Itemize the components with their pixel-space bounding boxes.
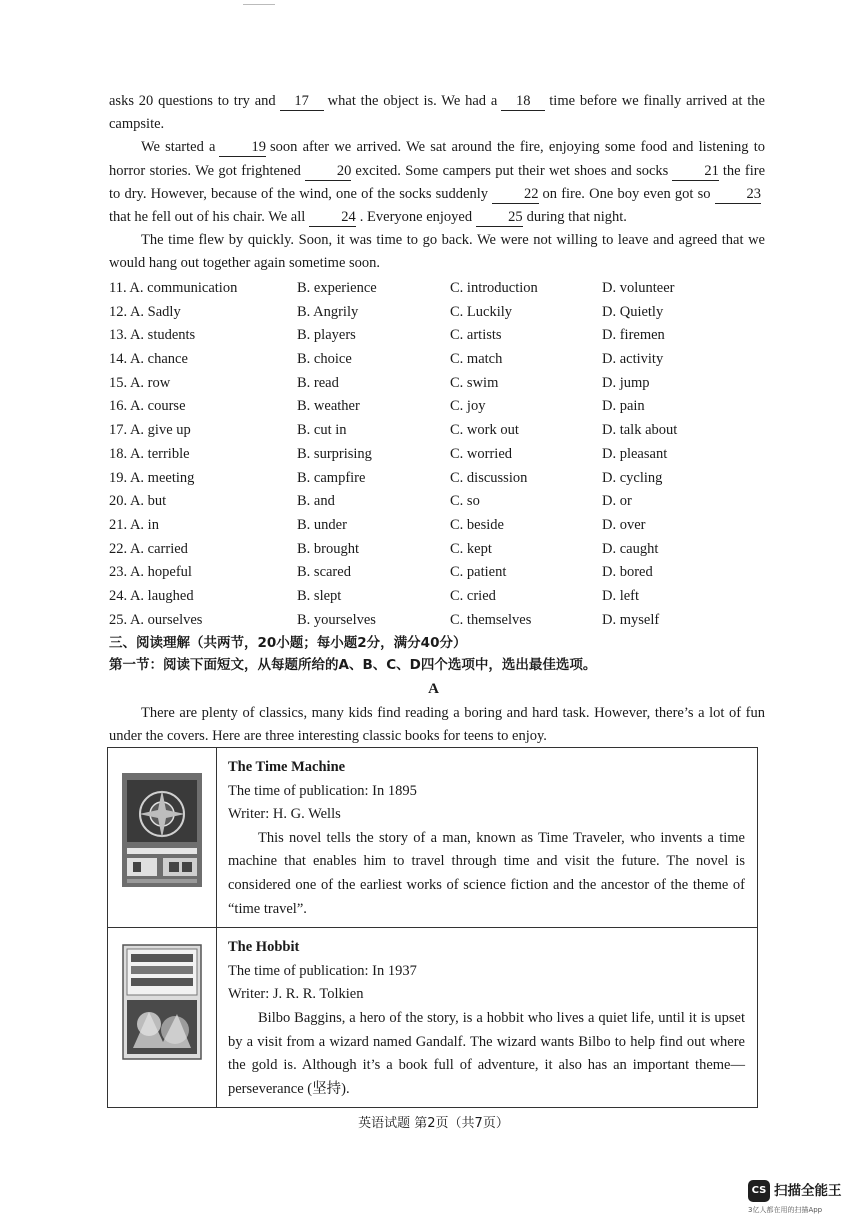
option-a: 13. A. students: [109, 327, 196, 344]
blank-20: 20: [305, 163, 352, 181]
books-table: [107, 747, 758, 1108]
option-row: [109, 395, 769, 419]
section-instructions: 第一节：阅读下面短文，从每题所给的A、B、C、D四个选项中，选出最佳选项。: [109, 657, 597, 673]
option-d: D. caught: [602, 540, 659, 557]
option-c: C. work out: [450, 422, 519, 439]
book-info: [217, 928, 758, 1108]
option-b: B. cut in: [297, 422, 347, 439]
cloze-options: [109, 277, 769, 632]
option-a: 22. A. carried: [109, 540, 188, 557]
option-b: B. surprising: [297, 445, 372, 462]
option-d: D. or: [602, 493, 632, 510]
option-a: 20. A. but: [109, 493, 167, 510]
option-d: D. jump: [602, 374, 650, 391]
option-b: B. under: [297, 516, 347, 533]
book-description: Bilbo Baggins, a hero of the story, is a hobbit who lives a quiet life, until it is upset by a visit from a wizard named Gandalf. The wizard wants Bilbo to help find out where the gold is. Although it’s a book full of adventure, it also has an important theme—perseverance (坚持).: [228, 1009, 745, 1097]
option-a: 25. A. ourselves: [109, 611, 203, 628]
paragraph-1: asks 20 questions to try and 17 what the object is. We had a 18 time before we finally arrived at the campsite.: [109, 93, 765, 133]
blank-25: 25: [476, 209, 523, 227]
option-c: C. swim: [450, 374, 499, 391]
option-d: D. talk about: [602, 422, 678, 439]
option-d: D. Quietly: [602, 303, 664, 320]
option-d: D. cycling: [602, 469, 663, 486]
option-d: D. left: [602, 587, 640, 604]
option-b: B. brought: [297, 540, 360, 557]
option-d: D. firemen: [602, 327, 665, 344]
option-b: B. yourselves: [297, 611, 376, 628]
option-b: B. choice: [297, 351, 352, 368]
option-d: D. pleasant: [602, 445, 668, 462]
camscanner-name: 扫描全能王: [774, 1183, 842, 1199]
option-a: 16. A. course: [109, 398, 186, 415]
option-d: D. activity: [602, 351, 664, 368]
book-cover-cell: [108, 748, 217, 928]
blank-17: 17: [280, 93, 324, 111]
book-cover-cell: [108, 928, 217, 1108]
book-info: [217, 748, 758, 928]
section-title: 三、阅读理解（共两节，20小题；每小题2分，满分40分）: [109, 635, 467, 651]
option-row: [109, 490, 769, 514]
book-row: [108, 928, 758, 1108]
option-a: 18. A. terrible: [109, 445, 190, 462]
book-publication: The time of publication: In 1895: [228, 782, 417, 799]
passage-letter: A: [428, 681, 439, 697]
option-c: C. cried: [450, 587, 496, 604]
book-title: The Hobbit: [228, 939, 300, 956]
option-row: [109, 561, 769, 585]
paragraph-3: The time flew by quickly. Soon, it was time to go back. We were not willing to leave and agreed that we would hang out together again sometime soon.: [109, 232, 765, 272]
option-b: B. players: [297, 327, 356, 344]
option-c: C. so: [450, 493, 480, 510]
option-c: C. artists: [450, 327, 502, 344]
option-c: C. joy: [450, 398, 486, 415]
blank-22: 22: [492, 186, 539, 204]
option-b: B. read: [297, 374, 339, 391]
book-writer: Writer: H. G. Wells: [228, 806, 341, 823]
option-a: 12. A. Sadly: [109, 303, 181, 320]
option-c: C. patient: [450, 564, 507, 581]
blank-21: 21: [672, 163, 719, 181]
option-c: C. introduction: [450, 280, 538, 296]
book-writer: Writer: J. R. R. Tolkien: [228, 986, 364, 1003]
option-b: B. experience: [297, 280, 377, 296]
option-b: B. and: [297, 493, 335, 510]
option-b: B. scared: [297, 564, 351, 581]
option-row: [109, 419, 769, 443]
option-c: C. beside: [450, 516, 504, 533]
option-row: [109, 585, 769, 609]
blank-23: 23: [715, 186, 762, 204]
option-row: [109, 609, 769, 633]
blank-24: 24: [309, 209, 356, 227]
option-row: [109, 277, 769, 301]
option-d: D. over: [602, 516, 646, 533]
option-c: C. discussion: [450, 469, 528, 486]
option-b: B. weather: [297, 398, 360, 415]
option-row: [109, 324, 769, 348]
option-a: 14. A. chance: [109, 351, 188, 368]
hobbit-cover-image: [119, 942, 205, 1062]
time-machine-cover-image: [119, 770, 205, 890]
paragraph-2: We started a 19 soon after we arrived. We sat around the fire, enjoying some food and listening to horror stories. We got frightened 20 excited. Some campers put their wet shoes and socks 21 the fire to dry. However, because of the wind, one of the socks suddenly 22 on fire. One boy even got so 23that he fell out of his chair. We all 24 . Everyone enjoyed 25 during that night.: [109, 139, 766, 226]
option-row: [109, 301, 769, 325]
book-title: The Time Machine: [228, 759, 346, 775]
option-a: 11. A. communication: [109, 280, 238, 296]
option-c: C. kept: [450, 540, 492, 557]
option-a: 24. A. laughed: [109, 587, 194, 604]
book-publication: The time of publication: In 1937: [228, 962, 417, 979]
option-a: 21. A. in: [109, 516, 159, 533]
reading-intro: There are plenty of classics, many kids find reading a boring and hard task. However, there’s a lot of fun under the covers. Here are three interesting classic books for teens to enjoy.: [109, 705, 765, 745]
option-a: 17. A. give up: [109, 422, 191, 439]
book-row: [108, 748, 758, 928]
option-b: B. Angrily: [297, 303, 359, 320]
option-d: D. volunteer: [602, 280, 675, 296]
option-a: 23. A. hopeful: [109, 564, 192, 581]
option-a: 15. A. row: [109, 374, 171, 391]
option-row: [109, 467, 769, 491]
option-row: [109, 348, 769, 372]
option-d: D. myself: [602, 611, 660, 628]
option-a: 19. A. meeting: [109, 469, 195, 486]
option-c: C. themselves: [450, 611, 532, 628]
page-footer: 英语试题 第2页（共7页）: [358, 1116, 509, 1131]
option-row: [109, 538, 769, 562]
option-d: D. bored: [602, 564, 653, 581]
option-row: [109, 514, 769, 538]
option-b: B. campfire: [297, 469, 366, 486]
option-row: [109, 372, 769, 396]
option-c: C. worried: [450, 445, 513, 462]
option-c: C. match: [450, 351, 503, 368]
camscanner-logo: CS: [748, 1180, 770, 1202]
option-row: [109, 443, 769, 467]
book-description: This novel tells the story of a man, known as Time Traveler, who invents a time machine that enables him to travel through time and visit the future. The novel is considered one of the earliest works of science fiction and the ancestor of the theme of “time travel”.: [228, 829, 745, 917]
scan-mark: [243, 4, 275, 5]
blank-18: 18: [501, 93, 545, 111]
option-d: D. pain: [602, 398, 645, 415]
camscanner-tagline: 3亿人都在用的扫描App: [748, 1206, 823, 1214]
cloze-passage: [109, 90, 765, 276]
blank-19: 19: [219, 139, 266, 157]
option-c: C. Luckily: [450, 303, 513, 320]
option-b: B. slept: [297, 587, 342, 604]
